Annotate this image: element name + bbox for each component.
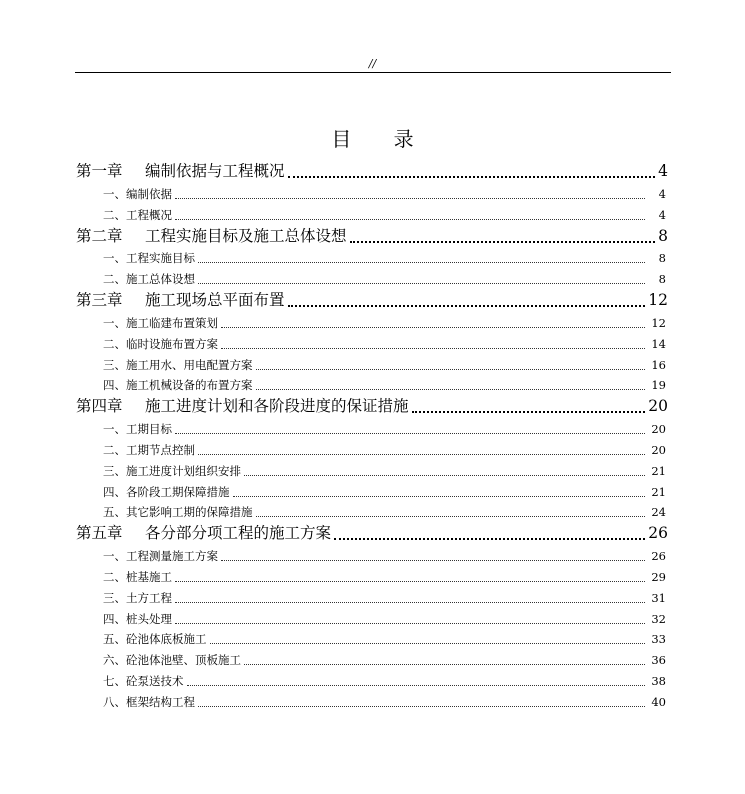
- toc-entry-title: 施工进度计划和各阶段进度的保证措施: [145, 397, 409, 416]
- toc-dot-leader: [175, 592, 645, 606]
- toc-dot-leader: [244, 465, 645, 479]
- toc-entry-page-number: 24: [651, 505, 666, 520]
- toc-entry-page-number: 8: [658, 226, 668, 245]
- toc-section-entry[interactable]: [76, 585, 668, 606]
- toc-entry-number: 第一章: [76, 162, 123, 180]
- toc-entry-page-number: 36: [651, 653, 666, 668]
- toc-dot-leader: [198, 696, 645, 710]
- toc-entry-page-number: 12: [651, 315, 666, 330]
- toc-entry-page-number: 12: [648, 291, 668, 310]
- toc-dot-leader: [256, 379, 646, 393]
- toc-section-entry[interactable]: [76, 668, 668, 689]
- toc-entry-page-number: 8: [658, 251, 666, 266]
- toc-entry-title: 砼池体池壁、顶板施工: [126, 653, 241, 668]
- table-of-contents: [76, 158, 668, 710]
- toc-entry-title: 框架结构工程: [126, 694, 195, 709]
- toc-chapter-entry[interactable]: [76, 287, 668, 310]
- toc-entry-number: 第三章: [76, 291, 123, 310]
- toc-chapter-entry[interactable]: [76, 393, 668, 416]
- toc-title: 目 录: [331, 127, 432, 151]
- toc-entry-title: 土方工程: [126, 590, 172, 605]
- toc-entry-page-number: 32: [651, 611, 666, 626]
- toc-section-entry[interactable]: [76, 373, 668, 394]
- toc-entry-title: 工程概况: [126, 207, 172, 222]
- toc-dot-leader: [334, 529, 645, 543]
- toc-entry-title: 桩头处理: [126, 611, 172, 626]
- toc-section-entry[interactable]: [76, 246, 668, 267]
- toc-section-entry[interactable]: [76, 352, 668, 373]
- toc-entry-number: 二、: [103, 207, 126, 222]
- toc-dot-leader: [175, 571, 645, 585]
- toc-entry-title: 编制依据与工程概况: [145, 162, 285, 180]
- toc-entry-number: 三、: [103, 463, 126, 478]
- toc-entry-page-number: 8: [658, 272, 666, 287]
- toc-entry-number: 五、: [103, 505, 126, 520]
- toc-entry-number: 三、: [103, 357, 126, 372]
- toc-entry-page-number: 26: [651, 549, 666, 564]
- toc-chapter-entry[interactable]: [76, 520, 668, 543]
- toc-entry-title: 施工现场总平面布置: [145, 291, 285, 310]
- toc-entry-page-number: 4: [658, 186, 666, 201]
- toc-entry-number: 七、: [103, 673, 126, 688]
- toc-entry-number: 四、: [103, 611, 126, 626]
- toc-section-entry[interactable]: [76, 627, 668, 648]
- toc-entry-page-number: 14: [651, 336, 666, 351]
- toc-entry-title: 工期目标: [126, 422, 172, 437]
- toc-entry-number: 五、: [103, 632, 126, 647]
- toc-section-entry[interactable]: [76, 331, 668, 352]
- toc-entry-page-number: 20: [648, 397, 668, 416]
- toc-entry-page-number: 40: [651, 694, 666, 709]
- toc-entry-number: 四、: [103, 378, 126, 393]
- toc-entry-page-number: 20: [651, 442, 666, 457]
- toc-section-entry[interactable]: [76, 606, 668, 627]
- toc-entry-number: 一、: [103, 549, 126, 564]
- toc-entry-page-number: 29: [651, 569, 666, 584]
- toc-entry-number: 二、: [103, 442, 126, 457]
- toc-entry-title: 施工临建布置策划: [126, 315, 218, 330]
- toc-dot-leader: [187, 675, 646, 689]
- toc-entry-number: 第五章: [76, 524, 123, 543]
- toc-entry-number: 一、: [103, 251, 126, 266]
- toc-section-entry[interactable]: [76, 564, 668, 585]
- toc-entry-page-number: 21: [651, 484, 666, 499]
- toc-dot-leader: [198, 444, 645, 458]
- toc-dot-leader: [175, 188, 645, 202]
- toc-entry-page-number: 38: [651, 673, 666, 688]
- toc-entry-title: 砼泵送技术: [126, 673, 184, 688]
- toc-entry-page-number: 19: [651, 378, 666, 393]
- toc-dot-leader: [221, 338, 645, 352]
- toc-dot-leader: [198, 252, 645, 266]
- toc-section-entry[interactable]: [76, 647, 668, 668]
- toc-section-entry[interactable]: [76, 689, 668, 710]
- toc-entry-title: 工程实施目标及施工总体设想: [145, 226, 347, 245]
- toc-section-entry[interactable]: [76, 479, 668, 500]
- page-header-mark: //: [368, 57, 377, 70]
- toc-dot-leader: [221, 317, 645, 331]
- toc-entry-number: 二、: [103, 336, 126, 351]
- toc-entry-title: 施工机械设备的布置方案: [126, 378, 253, 393]
- toc-entry-number: 八、: [103, 694, 126, 709]
- toc-entry-page-number: 4: [658, 162, 668, 180]
- toc-dot-leader: [175, 423, 645, 437]
- toc-section-entry[interactable]: [76, 500, 668, 521]
- toc-entry-number: 六、: [103, 653, 126, 668]
- toc-entry-number: 第四章: [76, 397, 123, 416]
- toc-dot-leader: [412, 402, 646, 416]
- toc-entry-number: 三、: [103, 590, 126, 605]
- toc-dot-leader: [175, 209, 645, 223]
- toc-section-entry[interactable]: [76, 416, 668, 437]
- toc-chapter-entry[interactable]: [76, 158, 668, 181]
- toc-section-entry[interactable]: [76, 202, 668, 223]
- toc-entry-title: 工期节点控制: [126, 442, 195, 457]
- toc-dot-leader: [288, 167, 656, 181]
- toc-dot-leader: [210, 633, 646, 647]
- toc-dot-leader: [288, 296, 646, 310]
- toc-entry-title: 各分部分项工程的施工方案: [145, 524, 332, 543]
- toc-section-entry[interactable]: [76, 458, 668, 479]
- toc-entry-title: 砼池体底板施工: [126, 632, 207, 647]
- toc-entry-page-number: 20: [651, 422, 666, 437]
- toc-entry-page-number: 4: [658, 207, 666, 222]
- toc-entry-number: 第二章: [76, 226, 123, 245]
- toc-entry-title: 桩基施工: [126, 569, 172, 584]
- toc-entry-page-number: 16: [651, 357, 666, 372]
- toc-chapter-entry[interactable]: [76, 223, 668, 246]
- toc-dot-leader: [198, 273, 645, 287]
- toc-entry-number: 一、: [103, 422, 126, 437]
- toc-entry-number: 四、: [103, 484, 126, 499]
- toc-dot-leader: [244, 654, 645, 668]
- toc-entry-page-number: 26: [648, 524, 668, 543]
- toc-entry-title: 编制依据: [126, 186, 172, 201]
- toc-entry-title: 施工用水、用电配置方案: [126, 357, 253, 372]
- toc-dot-leader: [256, 506, 646, 520]
- toc-entry-page-number: 31: [651, 590, 666, 605]
- toc-entry-title: 施工总体设想: [126, 272, 195, 287]
- toc-dot-leader: [256, 359, 646, 373]
- toc-entry-number: 二、: [103, 272, 126, 287]
- toc-entry-page-number: 33: [651, 632, 666, 647]
- toc-dot-leader: [233, 486, 646, 500]
- toc-entry-title: 工程测量施工方案: [126, 549, 218, 564]
- toc-entry-title: 临时设施布置方案: [126, 336, 218, 351]
- toc-section-entry[interactable]: [76, 181, 668, 202]
- toc-dot-leader: [221, 550, 645, 564]
- toc-section-entry[interactable]: [76, 310, 668, 331]
- toc-entry-title: 施工进度计划组织安排: [126, 463, 241, 478]
- toc-dot-leader: [350, 232, 656, 246]
- toc-dot-leader: [175, 613, 645, 627]
- header-rule: [75, 72, 671, 73]
- toc-entry-number: 二、: [103, 569, 126, 584]
- toc-entry-title: 各阶段工期保障措施: [126, 484, 230, 499]
- toc-section-entry[interactable]: [76, 543, 668, 564]
- toc-section-entry[interactable]: [76, 437, 668, 458]
- toc-entry-number: 一、: [103, 315, 126, 330]
- toc-entry-page-number: 21: [651, 463, 666, 478]
- toc-entry-title: 其它影响工期的保障措施: [126, 505, 253, 520]
- toc-entry-number: 一、: [103, 186, 126, 201]
- toc-entry-title: 工程实施目标: [126, 251, 195, 266]
- toc-section-entry[interactable]: [76, 266, 668, 287]
